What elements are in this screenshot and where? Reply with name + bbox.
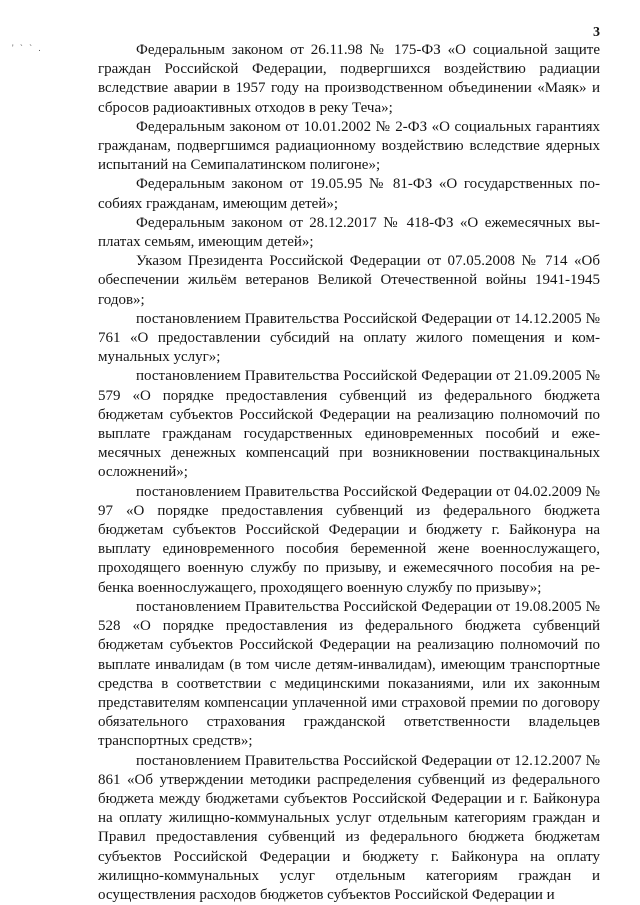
paragraph-decree-714: Указом Президента Российской Федерации от 07.05.2008 № 714 «Об обеспечении жильём ветеранов Великой Отечественной войны 1941-1945 годов»;: [98, 253, 600, 308]
paragraph-resolution-579: постановлением Правительства Российской Федерации от 21.09.2005 № 579 «О порядке предоставления субвенций из федерального бюджета бюджетам субъектов Российской Федерации на реализацию полномочий по выплате гражданам государственных единовременных пособий и ежемесячных денежных компенсаций при возникновении поствакцинальных осложнений»;: [98, 368, 600, 481]
paragraph-law-418fz: Федеральным законом от 28.12.2017 № 418-ФЗ «О ежемесячных выплатах семьям, имеющим детей»;: [98, 214, 600, 251]
paragraph-law-2fz: Федеральным законом от 10.01.2002 № 2-ФЗ «О социальных гарантиях гражданам, подвергшимся радиационному воздействию вследствие ядерных испытаний на Семипалатинском полигоне»;: [98, 118, 600, 174]
paragraph-resolution-97: постановлением Правительства Российской Федерации от 04.02.2009 № 97 «О порядке предоставления субвенций из федерального бюджета бюджетам субъектов Российской Федерации и бюджету г. Байконура на выплату единовременного пособия беременной жене военнослужащего, проходящего военную службу по призыву, и ежемесячного пособия на ребенка военнослужащего, проходящего военную службу по призыву»;: [98, 483, 600, 596]
page-number: 3: [593, 25, 600, 40]
paragraph-resolution-861: постановлением Правительства Российской Федерации от 12.12.2007 № 861 «Об утверждении методики распределения субвенций из федерального бюджета между бюджетами субъектов Российской Федерации и г. Байконура на оплату жилищно-коммунальных услуг отдельным категориям граждан и Правил предоставления субвенций из федерального бюджета бюджетам субъектов Российской Федерации и бюджету г. Байконура на оплату жилищно-коммунальных услуг отдельным категориям граждан и осуществления расходов бюджетов субъектов Российской Федерации и: [98, 752, 600, 903]
paragraph-law-81fz: Федеральным законом от 19.05.95 № 81-ФЗ «О государственных пособиях гражданам, имеющим детей»;: [98, 176, 600, 212]
paragraph-law-175fz: Федеральным законом от 26.11.98 № 175-ФЗ «О социальной защите граждан Российской Федерации, подвергшихся воздействию радиации вследствие аварии в 1957 году на производственном объединении «Маяк» и сбросов радиоактивных отходов в реку Теча»;: [98, 42, 600, 116]
paragraph-resolution-761: постановлением Правительства Российской Федерации от 14.12.2005 № 761 «О предоставлении субсидий на оплату жилого помещения и коммунальных услуг»;: [98, 310, 600, 366]
paragraph-resolution-528: постановлением Правительства Российской Федерации от 19.08.2005 № 528 «О порядке предоставления из федерального бюджета субвенций бюджетам субъектов Российской Федерации на реализацию полномочий по выплате инвалидам (в том числе детям-инвалидам), имеющим транспортные средства в соответствии с медицинскими показаниями, или их законным представителям компенсации уплаченной ими страховой премии по договору обязательного страхования гражданской ответственности владельцев транспортных средств»;: [98, 598, 600, 750]
scan-marks: ' ` ` .: [12, 43, 43, 53]
document-body: [98, 41, 600, 905]
